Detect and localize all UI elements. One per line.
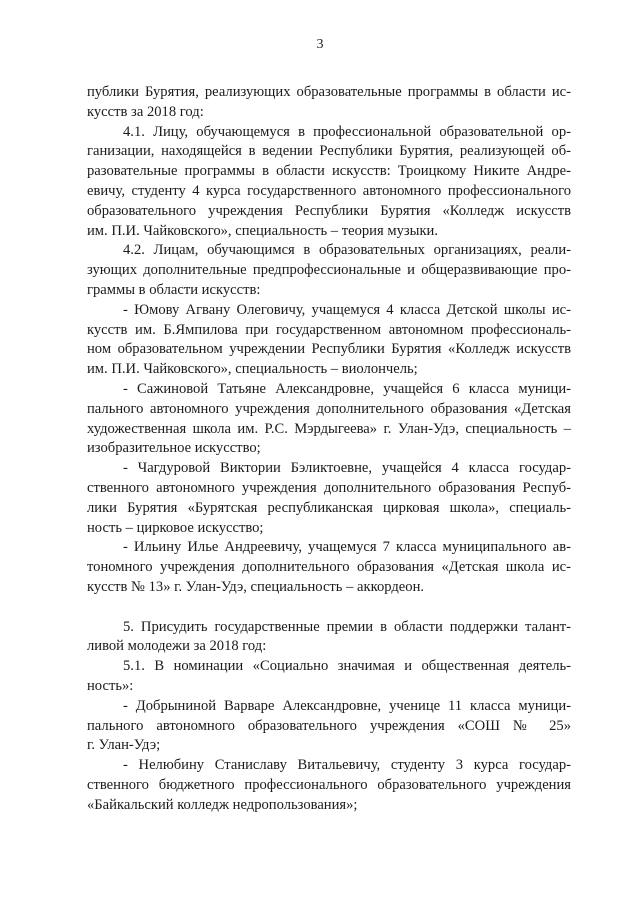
- text-line: - Ильину Илье Андреевичу, учащемуся 7 класса муниципального ав-: [123, 539, 571, 556]
- text-line: - Добрыниной Варваре Александровне, ученице 11 класса муници-: [123, 697, 571, 714]
- text-line: лики Бурятия «Бурятская республиканская цирковая школа», специаль-: [87, 499, 571, 516]
- text-line: - Нелюбину Станиславу Витальевичу, студенту 3 курса государ-: [123, 757, 571, 774]
- paragraph-gap: [87, 598, 571, 618]
- text-line: образовательного учреждения Республики Бурятия «Колледж искусств: [87, 202, 571, 219]
- text-line: кусств им. Б.Ямпилова при государственном автономном профессиональ-: [87, 321, 571, 338]
- text-line: пального автономного учреждения дополнительного образования «Детская: [87, 400, 571, 417]
- text-line: г. Улан-Удэ;: [87, 737, 161, 754]
- text-line: ственного бюджетного профессионального образовательного учреждения: [87, 776, 571, 793]
- text-line: - Юмову Агвану Олеговичу, учащемуся 4 класса Детской школы ис-: [123, 301, 571, 318]
- text-line: 5. Присудить государственные премии в области поддержки талант-: [123, 618, 571, 635]
- text-line: 4.1. Лицу, обучающемуся в профессиональной образовательной ор-: [123, 123, 571, 140]
- text-line: им. П.И. Чайковского», специальность – виолончель;: [87, 361, 418, 378]
- text-line: ном образовательном учреждении Республики Бурятия «Колледж искусств: [87, 341, 571, 358]
- text-line: «Байкальский колледж недропользования»;: [87, 796, 358, 813]
- text-line: евичу, студенту 4 курса государственного автономного профессионального: [87, 182, 571, 199]
- text-line: ственного автономного учреждения дополнительного образования Респуб-: [87, 479, 571, 496]
- text-line: ность»:: [87, 677, 134, 694]
- text-line: тономного учреждения дополнительного образования «Детская школа ис-: [87, 559, 571, 576]
- text-line: зующих дополнительные предпрофессиональные и общеразвивающие про-: [87, 262, 571, 279]
- page-number: 3: [316, 37, 324, 52]
- text-line: ганизации, находящейся в ведении Республики Бурятия, реализующей об-: [87, 143, 571, 160]
- text-line: граммы в области искусств:: [87, 281, 261, 298]
- text-line: 5.1. В номинации «Социально значимая и общественная деятель-: [123, 658, 571, 675]
- text-line: пального автономного образовательного учреждения «СОШ № 25»: [87, 717, 571, 734]
- text-line: - Чагдуровой Виктории Бэликтоевне, учащейся 4 класса государ-: [123, 460, 571, 477]
- text-line: ливой молодежи за 2018 год:: [87, 638, 267, 655]
- text-line: - Сажиновой Татьяне Александровне, учащейся 6 класса муници-: [123, 380, 571, 397]
- text-line: 4.2. Лицам, обучающимся в образовательных организациях, реали-: [123, 242, 571, 259]
- text-line: кусств за 2018 год:: [87, 103, 204, 120]
- text-line: им. П.И. Чайковского», специальность – теория музыки.: [87, 222, 438, 239]
- text-line: художественная школа им. Р.С. Мэрдыгеева» г. Улан-Удэ, специальность –: [87, 420, 571, 437]
- text-line: публики Бурятия, реализующих образовательные программы в области ис-: [87, 84, 571, 100]
- text-line: ность – цирковое искусство;: [87, 519, 264, 536]
- text-line: разовательные программы в области искусств: Троицкому Никите Андре-: [87, 163, 571, 180]
- text-line: кусств № 13» г. Улан-Удэ, специальность – аккордеон.: [87, 578, 425, 595]
- document-body: [87, 83, 571, 815]
- text-line: изобразительное искусство;: [87, 440, 261, 457]
